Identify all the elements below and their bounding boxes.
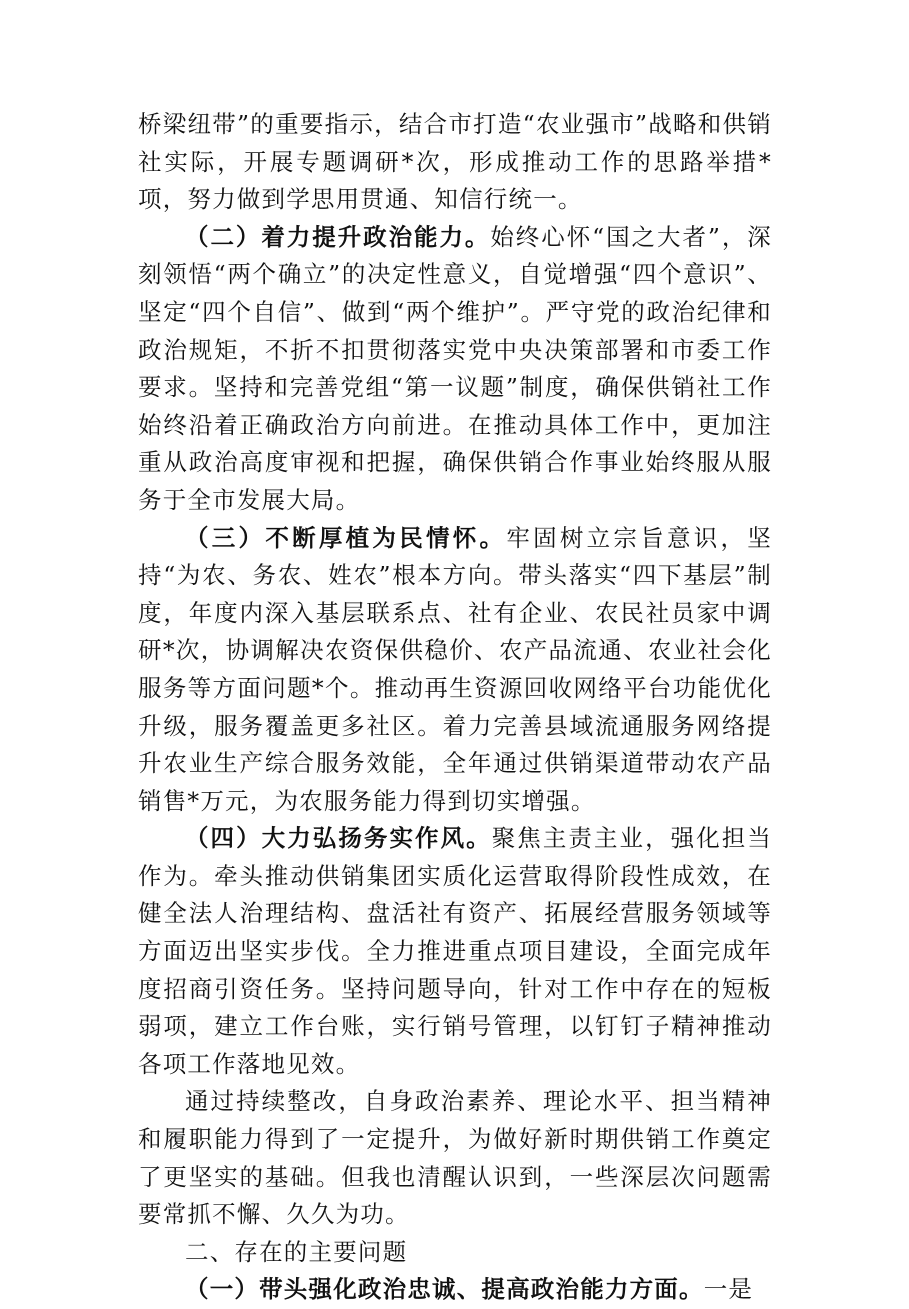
paragraph-pragmatic-style [138,820,772,1083]
paragraph-text: 始终心怀“国之大者”，深刻领悟“两个确立”的决定性意义，自觉增强“四个意识”、坚定“四个自信”、做到“两个维护”。严守党的政治纪律和政治规矩，不折不扣贯彻落实党中央决策部署和市委工作要求。坚持和完善党组“第一议题”制度，确保供销社工作始终沿着正确政治方向前进。在推动具体工作中，更加注重从政治高度审视和把握，确保供销合作事业始终服从服务于全市发展大局。 [138,222,772,514]
paragraph-problem-one [138,1271,772,1309]
paragraph-political-ability [138,219,772,520]
paragraph-text: 一是 [703,1275,754,1304]
section-heading: 二、存在的主要问题 [185,1237,408,1266]
paragraph-people-sentiment [138,520,772,821]
paragraph-continuation [138,106,772,219]
paragraph-text: 桥梁纽带”的重要指示，结合市打造“农业强市”战略和供销社实际，开展专题调研*次，形成推动工作的思路举措*项，努力做到学思用贯通、知信行统一。 [138,110,772,214]
paragraph-lead: （一）带头强化政治忠诚、提高政治能力方面。 [185,1275,704,1304]
document-body [138,106,772,1309]
paragraph-text: 聚焦主责主业，强化担当作为。牵头推动供销集团实质化运营取得阶段性成效，在健全法人治理结构、盘活社有资产、拓展经营服务领域等方面迈出坚实步伐。全力推进重点项目建设，全面完成年度招商引资任务。坚持问题导向，针对工作中存在的短板弱项，建立工作台账，实行销号管理，以钉钉子精神推动各项工作落地见效。 [138,824,773,1078]
paragraph-text: 牢固树立宗旨意识，坚持“为农、务农、姓农”根本方向。带头落实“四下基层”制度，年度内深入基层联系点、社有企业、农民社员家中调研*次，协调解决农资保供稳价、农产品流通、农业社会化服务等方面问题*个。推动再生资源回收网络平台功能优化升级，服务覆盖更多社区。着力完善县域流通服务网络提升农业生产综合服务效能，全年通过供销渠道带动农产品销售*万元，为农服务能力得到切实增强。 [138,523,772,815]
paragraph-lead: （四）大力弘扬务实作风。 [185,824,492,853]
paragraph-lead: （三）不断厚植为民情怀。 [185,523,507,552]
paragraph-summary [138,1083,772,1233]
paragraph-text: 通过持续整改，自身政治素养、理论水平、担当精神和履职能力得到了一定提升，为做好新时期供销工作奠定了更坚实的基础。但我也清醒认识到，一些深层次问题需要常抓不懈、久久为功。 [138,1087,772,1229]
paragraph-lead: （二）着力提升政治能力。 [185,222,491,251]
